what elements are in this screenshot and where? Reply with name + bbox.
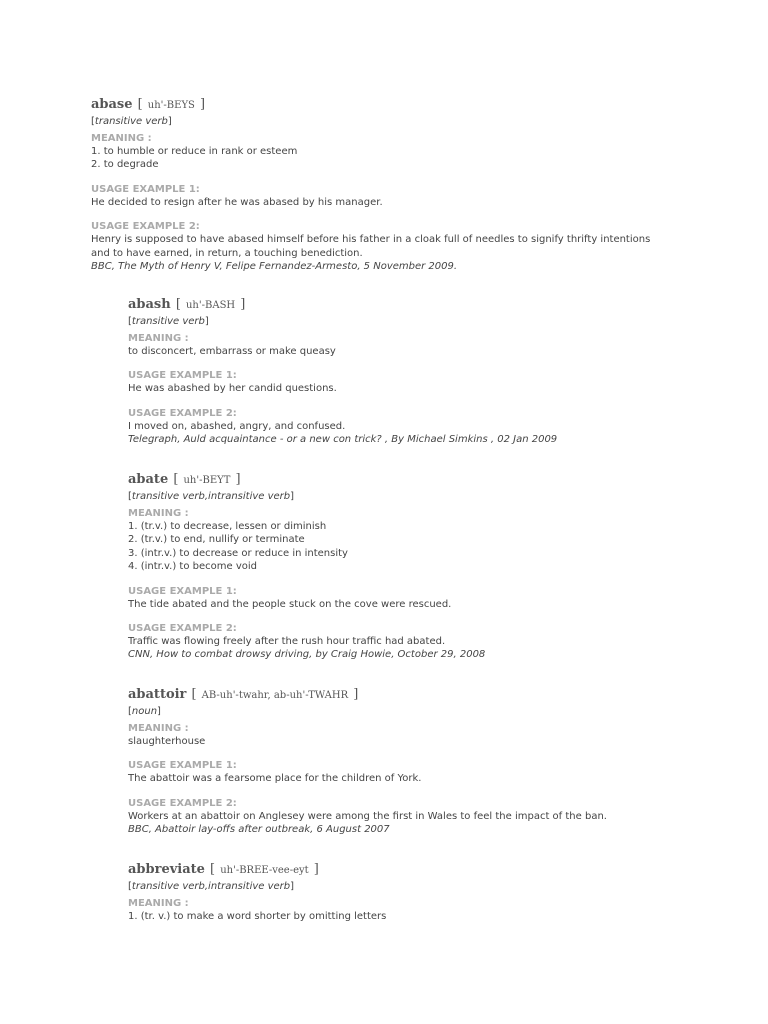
meaning-label: MEANING : — [128, 898, 189, 909]
pronunciation: uh'-BEYS — [147, 100, 195, 111]
entry-abattoir — [128, 684, 748, 837]
meaning-label: MEANING : — [128, 333, 189, 344]
headword: abattoir — [128, 687, 187, 702]
usage-example-1-label: USAGE EXAMPLE 1: — [128, 585, 237, 597]
usage-example-2: and to have earned, in return, a touching benediction. — [91, 247, 363, 259]
meaning: 3. (intr.v.) to decrease or reduce in intensity — [128, 547, 348, 559]
usage-example-2-label: USAGE EXAMPLE 2: — [128, 623, 237, 635]
usage-example-1: He was abashed by her candid questions. — [128, 383, 337, 395]
part-of-speech: [noun] — [128, 706, 161, 717]
headword-line: abbreviate [ uh'-BREE-vee-eyt ] — [128, 862, 319, 877]
headword: abbreviate — [128, 862, 205, 877]
pronunciation: uh'-BREE-vee-eyt — [220, 865, 309, 876]
pronunciation: uh'-BEYT — [183, 475, 231, 486]
citation-source: BBC, Abattoir lay-offs after outbreak, 6 August 2007 — [128, 824, 390, 836]
meaning-label: MEANING : — [91, 133, 152, 144]
meaning: slaughterhouse — [128, 736, 206, 747]
citation-source: CNN, How to combat drowsy driving, by Craig Howie, October 29, 2008 — [128, 649, 486, 661]
usage-example-2: Traffic was flowing freely after the rush hour traffic had abated. — [128, 636, 446, 648]
headword-line: abate [ uh'-BEYT ] — [128, 472, 241, 487]
usage-example-2-label: USAGE EXAMPLE 2: — [91, 221, 200, 233]
meaning: 4. (intr.v.) to become void — [128, 561, 257, 573]
headword-line: abash [ uh'-BASH ] — [128, 297, 246, 312]
meaning-label: MEANING : — [128, 508, 189, 519]
usage-example-1: The abattoir was a fearsome place for the children of York. — [128, 773, 422, 785]
meaning-label: MEANING : — [128, 723, 189, 734]
usage-example-2: Henry is supposed to have abased himself before his father in a cloak full of needles to signify thrifty intentions — [91, 234, 651, 246]
citation-source: Telegraph, Auld acquaintance - or a new con trick? , By Michael Simkins , 02 Jan 2009 — [128, 434, 558, 446]
meaning: 2. (tr.v.) to end, nullify or terminate — [128, 534, 305, 546]
usage-example-2: Workers at an abattoir on Anglesey were among the first in Wales to feel the impact of the ban. — [128, 810, 607, 822]
meaning: to disconcert, embarrass or make queasy — [128, 346, 336, 357]
meaning: 1. (tr. v.) to make a word shorter by omitting letters — [128, 911, 387, 922]
entry-abase — [91, 94, 711, 273]
pronunciation: uh'-BASH — [185, 300, 236, 311]
headword: abase — [91, 97, 133, 112]
headword-line: abattoir [ AB-uh'-twahr, ab-uh'-TWAHR ] — [128, 687, 359, 702]
meaning: 1. (tr.v.) to decrease, lessen or diminish — [128, 521, 327, 532]
headword: abate — [128, 472, 169, 487]
usage-example-1-label: USAGE EXAMPLE 1: — [128, 760, 237, 772]
part-of-speech: [transitive verb] — [91, 116, 172, 127]
meaning: 2. to degrade — [91, 159, 159, 171]
usage-example-1: The tide abated and the people stuck on the cove were rescued. — [128, 598, 452, 610]
usage-example-2-label: USAGE EXAMPLE 2: — [128, 407, 237, 419]
meaning: 1. to humble or reduce in rank or esteem — [91, 146, 298, 157]
headword-line: abase [ uh'-BEYS ] — [91, 97, 206, 112]
entry-abbreviate — [128, 859, 748, 923]
usage-example-1-label: USAGE EXAMPLE 1: — [91, 183, 200, 195]
usage-example-1-label: USAGE EXAMPLE 1: — [128, 370, 237, 382]
headword: abash — [128, 297, 171, 312]
entry-abash — [128, 294, 748, 447]
part-of-speech: [transitive verb,intransitive verb] — [128, 491, 295, 502]
citation-source: BBC, The Myth of Henry V, Felipe Fernandez-Armesto, 5 November 2009. — [91, 261, 458, 273]
usage-example-1: He decided to resign after he was abased by his manager. — [91, 196, 383, 208]
part-of-speech: [transitive verb] — [128, 316, 209, 327]
usage-example-2: I moved on, abashed, angry, and confused. — [128, 420, 346, 432]
usage-example-2-label: USAGE EXAMPLE 2: — [128, 797, 237, 809]
entry-abate — [128, 469, 748, 662]
part-of-speech: [transitive verb,intransitive verb] — [128, 881, 295, 892]
pronunciation: AB-uh'-twahr, ab-uh'-TWAHR — [201, 690, 349, 701]
